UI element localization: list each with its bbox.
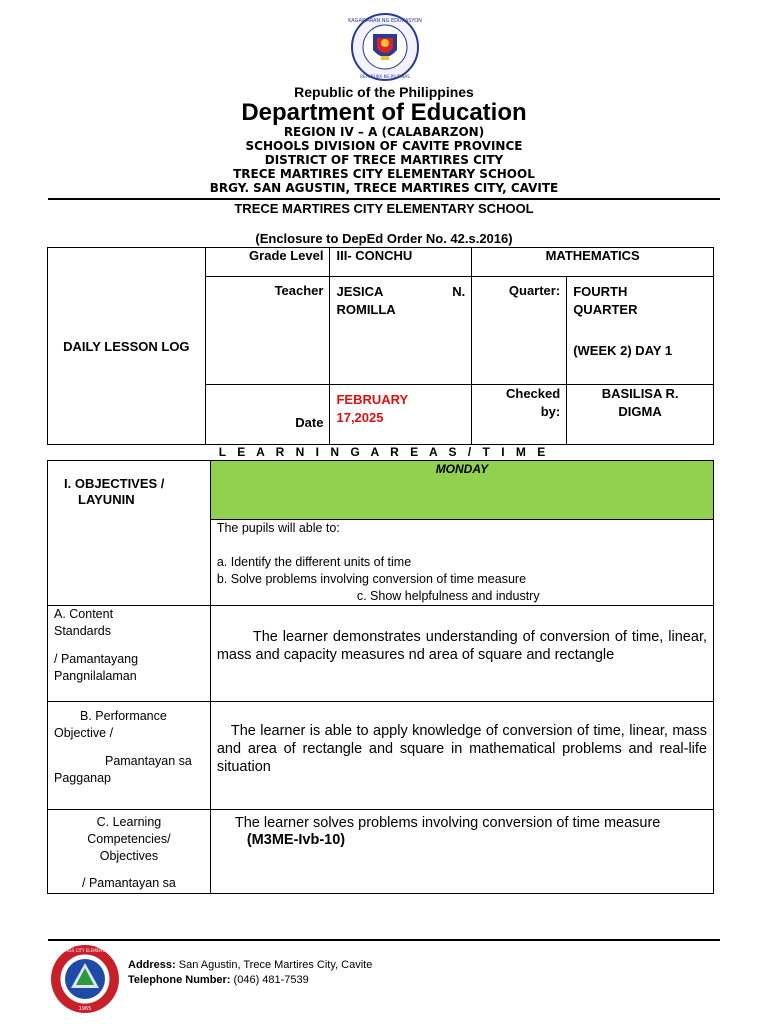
competency-label-line2: Competencies/: [87, 832, 171, 846]
subject-value: MATHEMATICS: [545, 248, 640, 263]
region-line: REGION IV – A (CALABARZON): [283, 125, 485, 139]
teacher-first-name: JESICA: [336, 284, 384, 299]
checked-label-cell: [472, 385, 567, 445]
performance-label-line1: B. Performance: [80, 709, 167, 723]
objectives-label-cell: [48, 461, 211, 606]
date-label-cell: [205, 385, 330, 445]
date-value-line1: FEBRUARY: [336, 392, 409, 407]
performance-cell: [210, 702, 713, 810]
footer-phone-value: (046) 481-7539: [233, 974, 309, 986]
objective-c: c. Show helpfulness and industry: [356, 589, 540, 603]
content-standards-label-cell: [48, 606, 211, 702]
quarter-label: Quarter:: [508, 283, 561, 298]
competency-text: The learner solves problems involving conversion of time measure: [234, 815, 661, 831]
seal-year: 1965: [78, 1006, 92, 1012]
performance-label-cell: [48, 702, 211, 810]
date-value-line2: 17,2025: [336, 410, 384, 425]
checked-name-line1: BASILISA R.: [601, 386, 679, 401]
seal-text-bottom: REPUBLIKA NG PILIPINAS: [360, 74, 410, 79]
week-day: (WEEK 2) DAY 1: [573, 343, 673, 358]
grade-level-label-cell: [205, 248, 330, 277]
competency-label-line1: C. Learning: [96, 815, 162, 829]
seal-school-name: TRECE MARTIRES CITY ELEMENTARY SCHOOL: [39, 948, 131, 953]
daily-lesson-log-cell: [48, 248, 206, 445]
department-heading: Department of Education: [241, 99, 527, 126]
footer-phone-label: Telephone Number:: [128, 974, 231, 986]
objectives-content-cell: [210, 520, 713, 606]
teacher-label-cell: [205, 277, 330, 385]
content-standards-cell: [210, 606, 713, 702]
daily-lesson-log-title: DAILY LESSON LOG: [63, 338, 190, 354]
school-name: TRECE MARTIRES CITY ELEMENTARY SCHOOL: [234, 201, 534, 216]
school-seal-logo: [39, 944, 131, 1014]
performance-text: The learner is able to apply knowledge of conversion of time, linear, mass and area of rectangle and square in mathematical problems and real-life situation: [216, 723, 707, 775]
content-label-line3: / Pamantayang: [54, 652, 139, 666]
content-standards-text: The learner demonstrates understanding of conversion of time, linear, mass and capacity measures nd area of square and rectangle: [216, 629, 707, 663]
checked-name-line2: DIGMA: [618, 404, 662, 419]
subject-cell: [472, 248, 714, 277]
content-label-line1: A. Content: [54, 607, 114, 621]
footer-phone: [128, 974, 309, 986]
objectives-label-line1: I. OBJECTIVES /: [64, 476, 165, 491]
content-label-line2: Standards: [54, 624, 111, 638]
teacher-last-name: ROMILLA: [336, 302, 396, 317]
quarter-value-cell: [567, 277, 714, 385]
address-line: BRGY. SAN AGUSTIN, TRECE MARTIRES CITY, CAVITE: [209, 181, 559, 195]
grade-level-value: III- CONCHU: [336, 248, 413, 263]
objective-b: b. Solve problems involving conversion of time measure: [216, 572, 527, 586]
pupils-intro: The pupils will able to:: [216, 521, 340, 535]
division-line: SCHOOLS DIVISION OF CAVITE PROVINCE: [245, 139, 523, 153]
content-label-line4: Pangnilalaman: [54, 669, 137, 683]
objective-a: a. Identify the different units of time: [216, 555, 412, 569]
objectives-label-line2: LAYUNIN: [78, 492, 135, 507]
teacher-label: Teacher: [274, 283, 324, 298]
school-line: TRECE MARTIRES CITY ELEMENTARY SCHOOL: [233, 167, 535, 181]
performance-label-line2: Objective /: [54, 726, 114, 740]
day-label: MONDAY: [435, 462, 489, 476]
quarter-label-cell: [472, 277, 567, 385]
checked-label-line2: by:: [540, 404, 561, 419]
performance-label-line3: Pamantayan sa: [104, 754, 192, 768]
monday-header-cell: [210, 461, 713, 520]
checked-label-line1: Checked: [505, 386, 561, 401]
quarter-value-line1: FOURTH: [573, 284, 628, 299]
date-value-cell: [330, 385, 472, 445]
footer-address-value: San Agustin, Trece Martires City, Cavite: [178, 959, 373, 971]
footer-address: [128, 959, 372, 971]
checked-name-cell: [567, 385, 714, 445]
performance-label-line4: Pagganap: [54, 771, 112, 785]
competency-label-cell: [48, 810, 211, 894]
footer-divider: [48, 939, 720, 941]
grade-level-value-cell: [330, 248, 472, 277]
seal-text-top: KAGAWARAN NG EDUKASYON: [348, 18, 422, 24]
teacher-value-cell: [330, 277, 472, 385]
grade-level-label: Grade Level: [249, 248, 324, 263]
competency-label-line4: / Pamantayan sa: [82, 876, 176, 890]
objectives-table: [47, 460, 714, 894]
teacher-middle-initial: N.: [452, 284, 466, 299]
republic-heading: Republic of the Philippines: [294, 84, 474, 100]
district-line: DISTRICT OF TRECE MARTIRES CITY: [264, 153, 504, 167]
enclosure-note: (Enclosure to DepEd Order No. 42.s.2016): [255, 231, 513, 246]
header-divider: [48, 198, 720, 200]
date-label: Date: [295, 415, 324, 430]
competency-cell: [210, 810, 713, 894]
learning-areas-heading: L E A R N I N G A R E A S / T I M E: [218, 445, 550, 459]
deped-seal-logo: [350, 12, 420, 82]
lesson-info-table: [47, 247, 714, 445]
competency-code: (M3ME-Ivb-10): [246, 832, 346, 848]
competency-label-line3: Objectives: [99, 849, 159, 863]
quarter-value-line2: QUARTER: [573, 302, 638, 317]
footer-address-label: Address:: [128, 959, 176, 971]
